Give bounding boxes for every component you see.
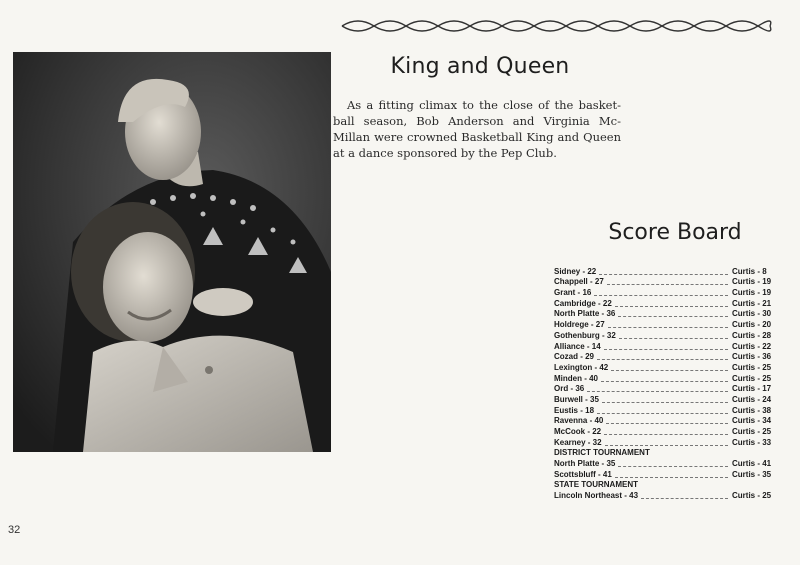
opponent-score: Cambridge - 22	[554, 298, 612, 308]
score-row	[554, 437, 788, 448]
curtis-score: Curtis - 19	[732, 277, 772, 287]
score-row	[554, 405, 788, 416]
curtis-score: Curtis - 25	[732, 373, 772, 383]
score-row	[554, 352, 788, 363]
opponent-score: Kearney - 32	[554, 437, 602, 447]
curtis-score: Curtis - 38	[732, 405, 772, 415]
opponent-score: Alliance - 14	[554, 341, 601, 351]
curtis-score: Curtis - 17	[732, 384, 772, 394]
page-number: 32	[8, 524, 21, 536]
score-row	[554, 330, 788, 341]
opponent-score: Scottsbluff - 41	[554, 469, 612, 479]
leader-line	[641, 498, 728, 499]
curtis-score: Curtis - 33	[732, 437, 772, 447]
decorative-border	[338, 14, 773, 38]
leader-line	[594, 295, 728, 296]
leader-line	[599, 274, 728, 275]
leader-line	[597, 413, 728, 414]
opponent-score: Eustis - 18	[554, 405, 595, 415]
score-row	[554, 341, 788, 352]
opponent-score: Minden - 40	[554, 373, 599, 383]
score-row	[554, 277, 788, 288]
curtis-score: Curtis - 8	[732, 266, 767, 276]
leader-line	[619, 338, 728, 339]
leader-line	[615, 477, 728, 478]
opponent-score: Lincoln Northeast - 43	[554, 491, 639, 501]
score-row	[554, 298, 788, 309]
caption-text: As a fitting climax to the close of the basket-ball season, Bob Anderson and Virginia Mc-Millan were crowned Basketball King and Queen at a dance sponsored by the Pep Club.	[333, 98, 621, 160]
opponent-score: McCook - 22	[554, 427, 602, 436]
curtis-score: Curtis - 22	[732, 341, 772, 351]
score-row	[554, 490, 788, 501]
score-row	[554, 384, 788, 395]
curtis-score: Curtis - 21	[732, 298, 772, 308]
score-row	[554, 309, 788, 320]
opponent-score: Gothenburg - 32	[554, 330, 616, 340]
opponent-score: Grant - 16	[554, 288, 592, 298]
caption-paragraph	[333, 97, 621, 161]
score-row	[554, 266, 788, 277]
opponent-score: Lexington - 42	[554, 362, 609, 372]
curtis-score: Curtis - 19	[732, 288, 772, 298]
leader-line	[602, 402, 728, 403]
leader-line	[597, 359, 728, 360]
scoreboard-table	[554, 266, 788, 501]
leader-line	[605, 445, 728, 446]
opponent-score: Cozad - 29	[554, 352, 595, 362]
leader-line	[604, 349, 728, 350]
leader-line	[606, 423, 728, 424]
score-row	[554, 458, 788, 469]
king-queen-photo	[13, 52, 331, 452]
score-row	[554, 469, 788, 480]
opponent-score: North Platte - 36	[554, 309, 616, 319]
curtis-score: Curtis - 36	[732, 352, 772, 362]
opponent-score: Sidney - 22	[554, 266, 597, 276]
score-row	[554, 287, 788, 298]
opponent-score: Holdrege - 27	[554, 320, 605, 330]
curtis-score: Curtis - 20	[732, 320, 772, 330]
curtis-score: Curtis - 34	[732, 416, 772, 426]
score-row	[554, 394, 788, 405]
district-tournament-heading: DISTRICT TOURNAMENT	[554, 447, 650, 457]
leader-line	[601, 381, 728, 382]
opponent-score: North Platte - 35	[554, 459, 616, 469]
curtis-score: Curtis - 25	[732, 427, 772, 436]
leader-line	[604, 434, 728, 435]
score-row	[554, 416, 788, 427]
opponent-score: Ord - 36	[554, 384, 585, 394]
leader-line	[608, 327, 728, 328]
score-row	[554, 362, 788, 373]
curtis-score: Curtis - 35	[732, 469, 772, 479]
scoreboard-title: Score Board	[608, 220, 742, 245]
leader-line	[587, 391, 728, 392]
opponent-score: Ravenna - 40	[554, 416, 604, 426]
opponent-score: Chappell - 27	[554, 277, 604, 287]
curtis-score: Curtis - 30	[732, 309, 772, 319]
leader-line	[618, 466, 728, 467]
curtis-score: Curtis - 25	[732, 491, 772, 501]
leader-line	[611, 370, 728, 371]
leader-line	[615, 306, 728, 307]
curtis-score: Curtis - 25	[732, 362, 772, 372]
leader-line	[618, 316, 728, 317]
photo-illustration	[13, 52, 331, 452]
score-row	[554, 426, 788, 437]
opponent-score: Burwell - 35	[554, 394, 599, 404]
leader-line	[607, 284, 728, 285]
curtis-score: Curtis - 41	[732, 459, 772, 469]
curtis-score: Curtis - 28	[732, 330, 772, 340]
state-tournament-heading: STATE TOURNAMENT	[554, 479, 638, 489]
score-row	[554, 319, 788, 330]
curtis-score: Curtis - 24	[732, 394, 772, 404]
page-title: King and Queen	[390, 54, 570, 79]
score-row	[554, 373, 788, 384]
